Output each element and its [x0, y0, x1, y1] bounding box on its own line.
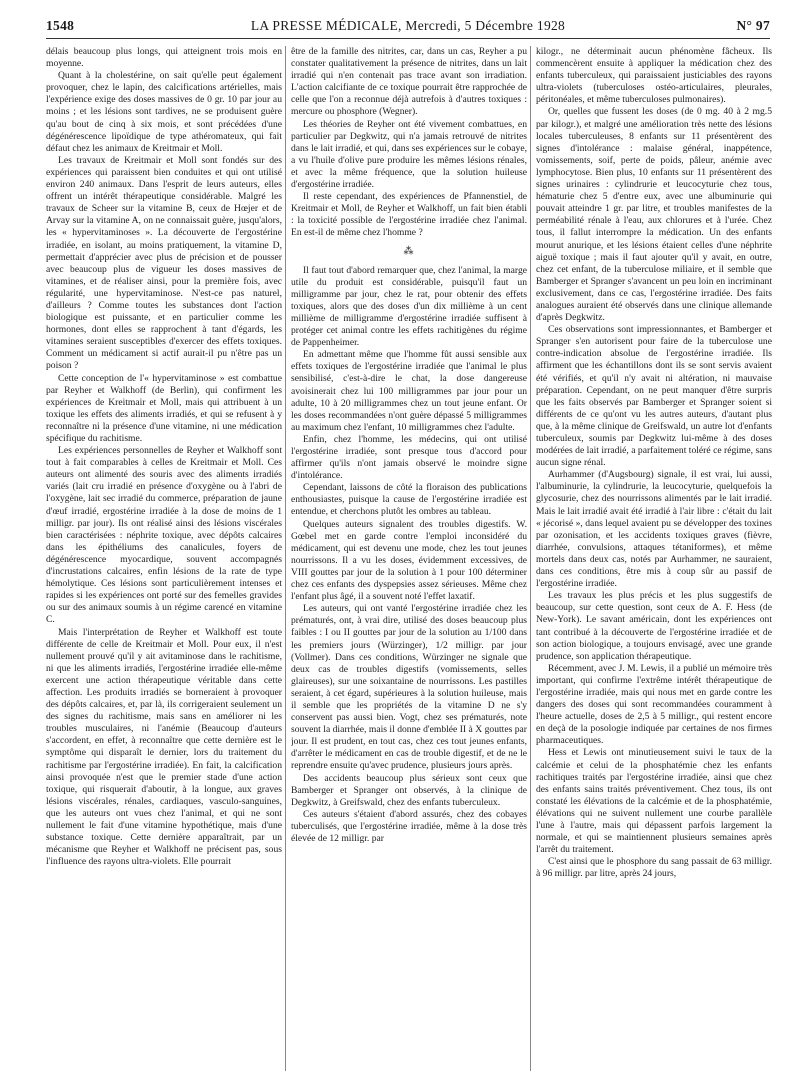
paragraph: Les théories de Reyher ont été vivement combattues, en particulier par Degkwitz, qui n'a jamais retrouvé de nitrites dans le lait irradié, et qui, dans ses expériences sur le cobaye, a vu l'huile d'olive pure produire les mêmes lésions rénales, et avec la même fréquence, que la solution huileuse d'ergostérine irradiée. [291, 118, 527, 191]
column-divider [530, 46, 531, 1071]
issue-number: N° 97 [736, 18, 770, 33]
paragraph: Cependant, laissons de côté la floraison des publications enthousiastes, puisque la cause de l'ergostérine irradiée est entendue, et cherchons plutôt les ombres au tableau. [291, 482, 527, 518]
paragraph: délais beaucoup plus longs, qui atteignent trois mois en moyenne. [46, 46, 282, 70]
paragraph: Il reste cependant, des expériences de Pfannenstiel, de Kreitmair et Moll, de Reyher et Walkhoff, un fait bien établi : la toxicité possible de l'ergostérine irradiée chez l'animal. En est-il de même chez l'homme ? [291, 191, 527, 239]
page-number: 1548 [46, 18, 75, 33]
paragraph: kilogr., ne déterminait aucun phénomène fâcheux. Ils commencèrent ensuite à appliquer la médication chez des enfants tuberculeux, qui paraissaient justiciables des rayons ultra-violets (tuberculoses ostéo-articulaires, pleurales, péritonéales, et même tuberculoses pulmonaires). [536, 46, 772, 106]
paragraph: Aurhammer (d'Augsbourg) signale, il est vrai, lui aussi, l'albuminurie, la cylindrurie, la leucocyturie, quelquefois la glycosurie, chez des nourrissons alimentés par le lait irradié. Mais le lait irradié avait été irradié à l'air libre : c'était du lait « jécorisé », dans lequel avaient pu se développer des toxines par ozonisation, et les accidents toxiques graves (fièvre, diarrhée, convulsions, attaques tétaniformes), et même mortels dans deux cas, notés par Aurhammer, ne sauraient, dans ces conditions, être mis à coup sûr au passif de l'ergostérine irradiée. [536, 469, 772, 590]
paragraph: Hess et Lewis ont minutieusement suivi le taux de la calcémie et celui de la phosphatémie chez les enfants rachitiques traités par l'ergostérine irradiée, ainsi que chez des enfants sains traités préventivement. Chez tous, ils ont constaté les élévations de la calcémie et de la phosphatémie, élévations qui ne suivent nullement une courbe parallèle l'une à l'autre, mais qui dépassent parfois largement la normale, et qui se maintiennent plusieurs semaines après l'arrêt du traitement. [536, 747, 772, 856]
paragraph: Les auteurs, qui ont vanté l'ergostérine irradiée chez les prématurés, ont, à vrai dire, utilisé des doses beaucoup plus faibles : I ou II gouttes par jour de la solution au 1/100 dans les premiers jours (Würzinger), 1/2 milligr. par jour (Vollmer). Dans ces conditions, Würzinger ne signale que deux cas de troubles digestifs (vomissements, selles glaireuses), sur une soixantaine de nourrissons. Les pastilles seraient, à cet égard, supérieures à la solution huileuse, mais il semble que les propriétés de la vitamine D ne s'y conservent pas aussi bien. Vogt, chez ses prématurés, note souvent la diarrhée, mais il donne d'emblée II à X gouttes par jour. Il est prudent, en tout cas, chez ces tout jeunes enfants, d'arrêter le médicament en cas de trouble digestif, et de ne le reprendre ensuite qu'avec prudence, plusieurs jours après. [291, 603, 527, 772]
text-column-3 [536, 46, 772, 1076]
text-column-2 [291, 46, 527, 1076]
paragraph: Enfin, chez l'homme, les médecins, qui ont utilisé l'ergostérine irradiée, sont presque tous d'accord pour affirmer qu'ils n'ont jamais observé le moindre signe d'intolérance. [291, 433, 527, 482]
journal-title: LA PRESSE MÉDICALE, Mercredi, 5 Décembre 1928 [250, 18, 566, 33]
paragraph: En admettant même que l'homme fût aussi sensible aux effets toxiques de l'ergostérine irradiée que l'animal le plus sensibilisé, c'est-à-dire le chat, la dose dangereuse avoisinerait chez lui 100 milligrammes par jour pour un adulte, 10 à 20 milligrammes chez un tout jeune enfant. Or les doses recommandées n'ont guère dépassé 5 milligrammes au maximum chez l'enfant, 10 milligrammes chez l'adulte. [291, 349, 527, 433]
paragraph: Les travaux de Kreitmair et Moll sont fondés sur des expériences qui paraissent bien conduites et qui ont utilisé environ 240 animaux. Dans l'esprit de leurs auteurs, elles offrent un intérêt thérapeutique considérable. Malgré les travaux de Scheer sur la vitamine B, ceux de Hœjer et de Arvay sur la vitamine A, on ne connaissait guère, jusqu'alors, les « hypervitaminoses ». La découverte de l'ergostérine irradiée, en isolant, au moins pratiquement, la vitamine D, permettait d'apprécier avec plus de précision et de pousser avec beaucoup plus de vigueur les doses massives de vitamines, et de réaliser ainsi, pour la première fois, avec régularité, une hypervitaminose. N'est-ce pas naturel, d'ailleurs ? Comme toutes les substances dont l'action biologique est puissante, et en particulier comme les hormones, dont elles se rapprochent à tant d'égards, les vitamines seraient susceptibles d'exercer des effets toxiques. Comment un médicament si actif aurait-il pu n'être pas un poison ? [46, 154, 282, 372]
paragraph: Quant à la cholestérine, on sait qu'elle peut également provoquer, chez le lapin, des calcifications artérielles, mais l'expérience exige des doses massives de 0 gr. 10 par jour au moins ; et les lésions sont tardives, ne se produisent guère qu'au bout de cinq à six mois, et sont précédées d'une dégénérescence lipoïdique de type athéromateux, qui fait défaut chez les animaux de Kreitmair et Moll. [46, 70, 282, 154]
paragraph: être de la famille des nitrites, car, dans un cas, Reyher a pu constater qualitativement la présence de nitrites, dans un lait irradié qui n'en contenait pas trace avant son irradiation. L'action calcifiante de ce toxique pourrait être rapprochée de celle que l'on a reconnue déjà autrefois à d'autres toxiques : mercure ou phosphore (Wegner). [291, 46, 527, 118]
paragraph: Les travaux les plus précis et les plus suggestifs de beaucoup, sur cette question, sont ceux de A. F. Hess (de New-York). Le savant américain, dont les expériences ont tant contribué à la découverte de l'ergostérine irradiée et de son action biologique, a toujours envisagé, avec une grande prudence, son application thérapeutique. [536, 590, 772, 662]
paragraph: Les expériences personnelles de Reyher et Walkhoff sont tout à fait comparables à celles de Kreitmair et Moll. Ces auteurs ont alimenté des souris avec des aliments irradiés variés (lait cru irradié en présence d'oxygène ou à l'abri de l'oxygène, lait sec irradié du commerce, préparation de jaune d'œuf irradié, ergostérine irradiée à la dose de moins de 1 milligr. par jour). Ils ont réalisé ainsi des lésions viscérales bien caractérisées : néphrite toxique, avec dépôts calcaires dans les épithéliums des canalicules, foyers de dégénérescence myocardique, souvent accompagnés d'incrustations calcaires, enfin lésions de la rate de type hémolytique. Ces lésions sont particulièrement intenses et rapides si les expériences ont porté sur des femelles gravides ou sur des animaux soumis à un régime carencé en vitamine C. [46, 445, 282, 626]
paragraph: Or, quelles que fussent les doses (de 0 mg. 40 à 2 mg.5 par kilogr.), et malgré une amélioration très nette des lésions locales tuberculeuses, 8 enfants sur 11 présentèrent des signes d'intolérance : malaise général, inappétence, vomissements, soif, perte de poids, pâleur, anémie avec lymphocytose. Bien plus, 10 enfants sur 11 présentèrent des signes urinaires : cylindrurie et leucocyturie chez tous, hématurie chez 5 d'entre eux, avec une albuminurie qui pouvait atteindre 1 gr. par litre, et troubles manifestes de la perméabilité rénale à l'eau, aux chlorures et à l'urée. Chez tous, il fallut interrompre la médication. Un des enfants mourut anurique, et les lésions étaient celles d'une néphrite aiguë toxique ; mais il faut ajouter qu'il y avait, en outre, chez cet enfant, de la tuberculose miliaire, et il semble que Bamberger et Spranger s'avancent un peu loin en incriminant exclusivement, dans ce cas, l'ergostérine irradiée. Des faits analogues auraient été observés dans une clinique allemande d'après Degkwitz. [536, 106, 772, 324]
column-divider [285, 46, 286, 1071]
paragraph: Mais l'interprétation de Reyher et Walkhoff est toute différente de celle de Kreitmair et Moll. Pour eux, il n'est nullement prouvé qu'il y ait avitaminose dans le rachitisme, ni que les aliments irradiés, l'ergostérine irradiée elle-même exercent une action thérapeutique véritable dans cette affection. Les produits irradiés se borneraient à provoquer des dépôts calcaires, et, par là, ils corrigeraient seulement un des signes du rachitisme, mais sans en améliorer ni les troubles musculaires, ni l'anémie (Beaucoup d'auteurs s'accordent, en effet, à reconnaître que cette dernière est le symptôme qui disparaît le dernier, lors du traitement du rachitisme par l'ergostérine irradiée). En fait, la calcification ainsi provoquée n'est que le premier stade d'une action toxique, qui risquerait d'aboutir, à la longue, aux graves lésions viscérales, rénales, cardiaques, vasculo-sanguines, que les auteurs ont vues chez l'animal, et qui ne sont nullement le fait d'une vitamine hypothétique, mais d'une substance toxique. Cette dernière apparaîtrait, par un mécanisme que Reyher et Walkhoff ne précisent pas, sous l'influence des rayons ultra-violets. Elle pourrait [46, 626, 282, 868]
paragraph: Récemment, avec J. M. Lewis, il a publié un mémoire très important, qui confirme l'extrême intérêt thérapeutique de l'ergostérine irradiée, mais qui nous met en garde contre les dangers des doses qui sont recommandées couramment à l'heure actuelle, doses de 2,5 à 5 milligr., qui restent encore en deçà de la posologie indiquée par certaines de nos firmes pharmaceutiques. [536, 662, 772, 747]
paragraph: Ces observations sont impressionnantes, et Bamberger et Spranger s'en autorisent pour faire de la tuberculose une contre-indication absolue de l'ergostérine irradiée. Ils affirment que les échantillons dont ils se sont servis avaient été vérifiés, et qu'il n'y avait ni altération, ni mauvaise préparation. Cependant, on ne peut manquer d'être surpris que les faits observés par Bamberger et Spranger soient si différents de ce qu'ont vu les autres auteurs, d'autant plus que, à la même clinique de Greifswald, un autre lot d'enfants tuberculeux, soumis par Degkwitz lui-même à des doses modérées de lait irradié, a parfaitement toléré ce régime, sans aucun signe rénal. [536, 324, 772, 469]
paragraph: Cette conception de l'« hypervitaminose » est combattue par Reyher et Walkhoff (de Berlin), qui confirment les expériences de Kreitmair et Moll, mais qui attribuent à un toxique les effets des aliments irradiés, et qui se refusent à y reconnaître ni la présence d'une vitamine, ni une médication spécifique du rachitisme. [46, 372, 282, 444]
page-header [46, 16, 770, 39]
paragraph: Ces auteurs s'étaient d'abord assurés, chez des cobayes tuberculisés, que l'ergostérine irradiée, même à la dose très élevée de 12 milligr. par [291, 808, 527, 844]
paragraph: C'est ainsi que le phosphore du sang passait de 63 milligr. à 96 milligr. par litre, après 24 jours, [536, 856, 772, 880]
paragraph: Il faut tout d'abord remarquer que, chez l'animal, la marge utile du produit est considérable, puisqu'il faut un milligramme par jour, chez le rat, pour obtenir des effets toxiques, alors que des doses d'un dix millième à un cent millième de milligramme d'ergostérine irradiée suffisent à protéger cet animal contre les effets rachitigènes du régime de Pappenheimer. [291, 264, 527, 349]
paragraph: Quelques auteurs signalent des troubles digestifs. W. Gœbel met en garde contre l'emploi inconsidéré du médicament, qui est devenu une mode, chez les tout jeunes nourrissons. Il a vu les doses, évidemment excessives, de VIII gouttes par jour de la solution à 1 pour 100 déterminer chez ces enfants des dyspepsies assez sérieuses. Même chez l'enfant plus âgé, il a souvent noté l'effet laxatif. [291, 518, 527, 603]
text-column-1 [46, 46, 282, 1076]
section-ornament: ⁂ [403, 245, 415, 257]
paragraph: Des accidents beaucoup plus sérieux sont ceux que Bamberger et Spranger ont observés, à la clinique de Degkwitz, à Greifswald, chez des enfants tuberculeux. [291, 772, 527, 808]
